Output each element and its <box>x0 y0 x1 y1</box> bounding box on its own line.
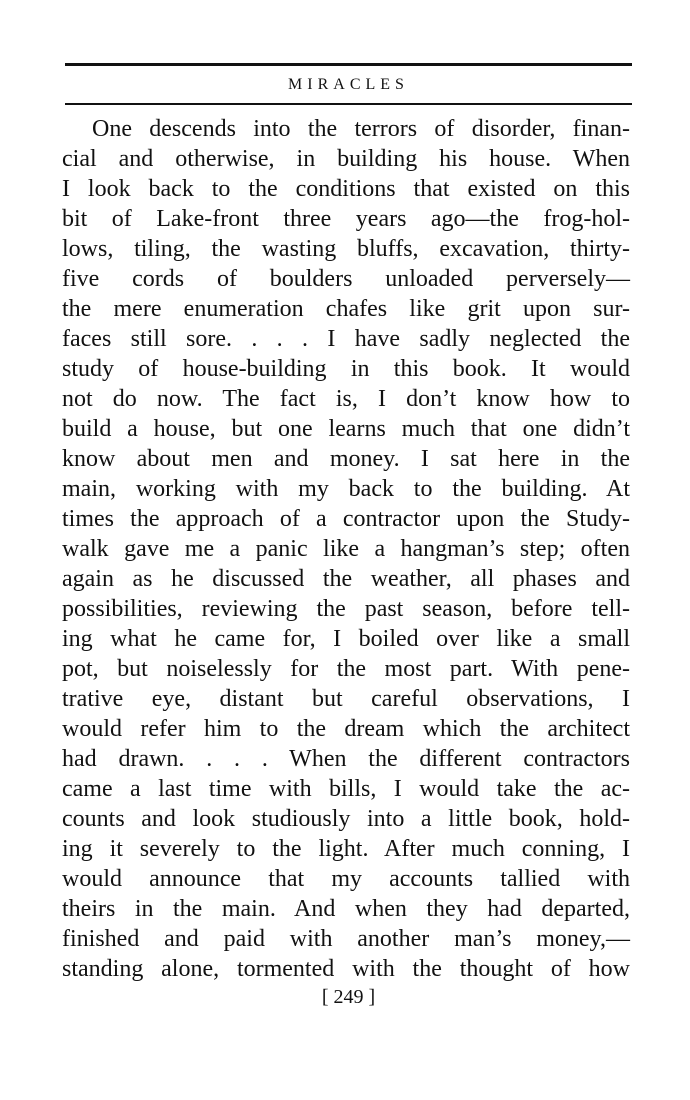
text-line: study of house-building in this book. It would <box>62 356 630 382</box>
text-line: lows, tiling, the wasting bluffs, excavation, thirty- <box>62 236 630 262</box>
page-number: [ 249 ] <box>321 986 376 1008</box>
text-line: came a last time with bills, I would take the ac- <box>62 776 630 802</box>
text-line: One descends into the terrors of disorder, finan- <box>92 116 630 142</box>
text-line: ing it severely to the light. After much conning, I <box>62 836 630 862</box>
text-line: again as he discussed the weather, all phases and <box>62 566 630 592</box>
text-line: finished and paid with another man’s money,— <box>62 926 630 952</box>
text-line: possibilities, reviewing the past season, before tell- <box>62 596 630 622</box>
text-line: counts and look studiously into a little book, hold- <box>62 806 630 832</box>
text-line: had drawn. . . . When the different contractors <box>62 746 630 772</box>
header-rule-bottom <box>65 103 632 105</box>
body-paragraph <box>62 114 630 984</box>
text-line: pot, but noiselessly for the most part. With pene- <box>62 656 630 682</box>
text-line: would refer him to the dream which the architect <box>62 716 630 742</box>
header-rule-top <box>65 63 632 66</box>
text-line: the mere enumeration chafes like grit upon sur- <box>62 296 630 322</box>
text-line: main, working with my back to the building. At <box>62 476 630 502</box>
text-line: I look back to the conditions that existed on this <box>62 176 630 202</box>
text-line: would announce that my accounts tallied with <box>62 866 630 892</box>
text-line: theirs in the main. And when they had departed, <box>62 896 630 922</box>
text-line: build a house, but one learns much that one didn’t <box>62 416 630 442</box>
text-line: faces still sore. . . . I have sadly neglected the <box>62 326 630 352</box>
text-line: trative eye, distant but careful observations, I <box>62 686 630 712</box>
text-line: standing alone, tormented with the thought of how <box>62 956 630 982</box>
text-line: bit of Lake-front three years ago—the frog-hol- <box>62 206 630 232</box>
text-line: ing what he came for, I boiled over like a small <box>62 626 630 652</box>
text-line: times the approach of a contractor upon the Study- <box>62 506 630 532</box>
text-line: know about men and money. I sat here in the <box>62 446 630 472</box>
text-line: cial and otherwise, in building his house. When <box>62 146 630 172</box>
text-line: walk gave me a panic like a hangman’s step; often <box>62 536 630 562</box>
running-head: MIRACLES <box>288 76 409 93</box>
text-line: five cords of boulders unloaded perversely— <box>62 266 630 292</box>
text-line: not do now. The fact is, I don’t know how to <box>62 386 630 412</box>
